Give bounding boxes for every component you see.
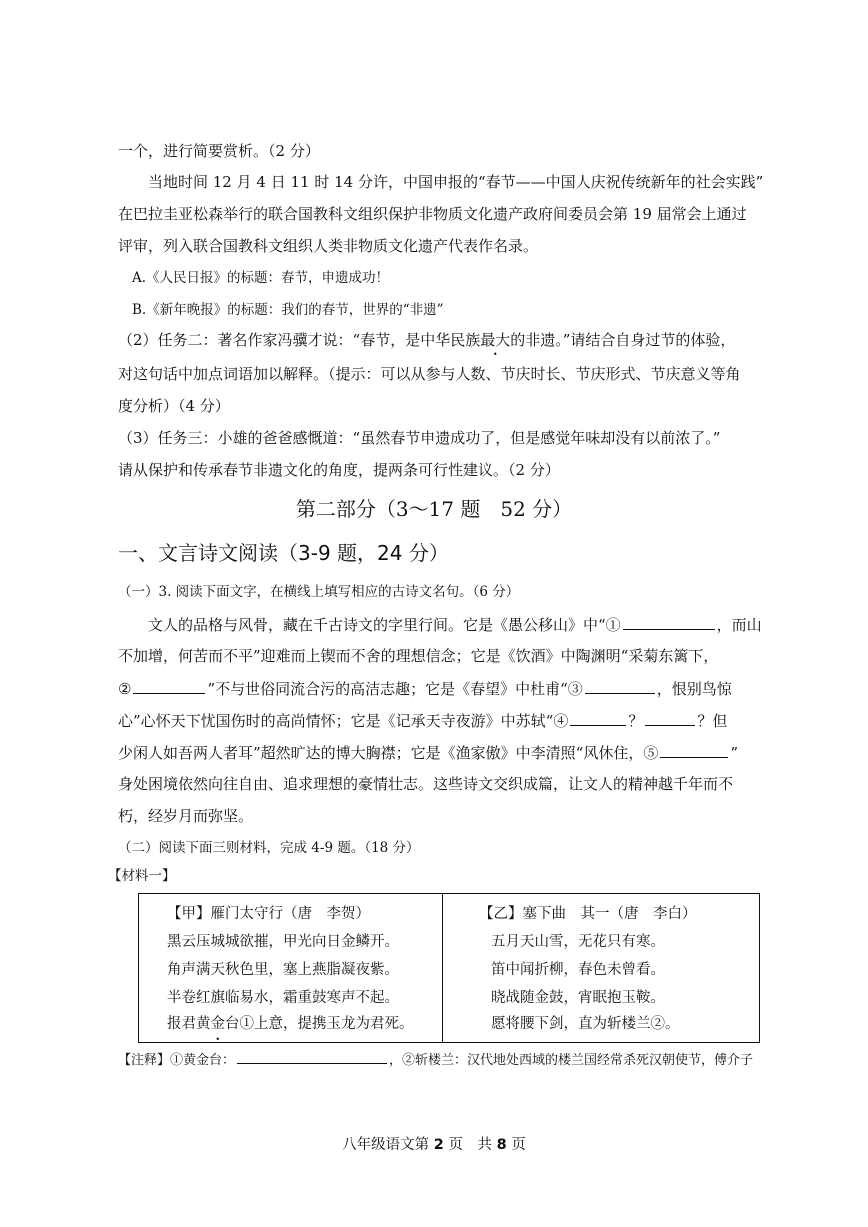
task-two-line [118,330,735,350]
question-4-head: （二）阅读下面三则材料，完成 4-9 题。（18 分） [118,840,420,856]
q3-line [118,678,732,699]
q3-text: ？但 [697,712,728,730]
text-line: 请从保护和传承春节非遗文化的角度，提两条可行性建议。（2 分） [118,461,560,479]
total-pages: 8 [496,1137,507,1153]
poem-line: 晓战随金鼓，宵眠抱玉鞍。 [491,990,665,1006]
q3-line [118,710,727,731]
q3-line: 不加增，何苦而不平”迎难而上锲而不舍的理想信念；它是《饮酒》中陶渊明“采菊东篱下， [118,647,719,665]
answer-blank-3[interactable] [585,678,655,694]
q3-text: 少闲人如吾两人者耳”超然旷达的博大胸襟；它是《渔家傲》中李清照“风休住，⑤ [118,744,659,762]
section-title: 一、文言诗文阅读（3-9 题，24 分） [118,541,449,565]
q3-line [148,614,762,635]
answer-blank-4a[interactable] [570,710,626,726]
q3-line [118,742,738,763]
poem-text: 报君 [167,1016,196,1032]
material-label: 【材料一】 [108,868,176,884]
q3-line: 身处困境依然向往自由、追求理想的豪情壮志。这些诗文交织成篇，让文人的精神越千年而不 [118,775,734,793]
footer-text: 页 [511,1137,526,1153]
footer-text: 页 共 [448,1137,492,1153]
q3-text: 文人的品格与风骨，藏在千古诗文的字里行间。它是《愚公移山》中“① [148,616,621,634]
poem-title: 【乙】塞下曲 其一（唐 李白） [479,906,697,922]
note-label: 【注释】 [118,1053,171,1068]
answer-blank-1[interactable] [623,614,715,630]
question-3-head: （一）3. 阅读下面文字，在横线上填写相应的古诗文名句。（6 分） [118,584,520,600]
poem-line: 半卷红旗临易水，霜重鼓寒声不起。 [167,990,399,1006]
note-text: ，②斩楼兰：汉代地处西域的楼兰国经常杀死汉朝使节，傅介子 [389,1053,754,1068]
text-line: 度分析）（4 分） [118,397,230,415]
option-a: A.《人民日报》的标题：春节，申遗成功！ [132,270,390,286]
task-two-text-a: （2）任务二：著名作家冯骥才说：“春节，是中华民族 [118,331,481,349]
poem-line: 五月天山雪，无花只有寒。 [491,934,665,950]
annotation-line [118,1050,753,1071]
text-line: 在巴拉圭亚松森举行的联合国教科文组织保护非物质文化遗产政府间委员会第 19 届常会上通过 [118,205,747,223]
q3-text: ” [730,744,739,762]
text-line: 评审，列入联合国教科文组织人类非物质文化遗产代表作名录。 [118,237,539,255]
q3-text: ”不与世俗同流合污的高洁志趣；它是《春望》中杜甫“③ [207,680,583,698]
dotted-word: 最大 [480,331,511,349]
text-line: 对这句话中加点词语加以解释。（提示：可以从参与人数、节庆时长、节庆形式、节庆意义等角 [118,365,741,383]
part-title: 第二部分（3～17 题 52 分） [295,497,573,521]
text-line: 一个，进行简要赏析。（2 分） [118,142,320,160]
q3-text: ② [118,680,132,698]
poem-jia [139,894,443,1042]
text-line: （3）任务三：小雄的爸爸感慨道：“虽然春节申遗成功了，但是感觉年味却没有以前浓了。” [118,429,721,447]
q3-text: 心”心怀天下忧国伤时的高尚情怀；它是《记承天寺夜游》中苏轼“④ [118,712,569,730]
page-footer [0,1133,868,1154]
answer-blank-2[interactable] [133,678,205,694]
poem-line [167,1014,414,1034]
q3-text: ，而山 [716,616,762,634]
q3-line: 朽，经岁月而弥坚。 [118,807,254,825]
note-text: ①黄金台： [170,1053,236,1068]
poem-line: 角声满天秋色里，塞上燕脂凝夜紫。 [167,962,399,978]
text-line: 当地时间 12 月 4 日 11 时 14 分许，中国申报的“春节——中国人庆祝传统新年的社会实践” [148,173,764,191]
poem-title: 【甲】雁门太守行（唐 李贺） [167,906,370,922]
poem-text: ①上意，提携玉龙为君死。 [239,1016,414,1032]
task-two-text-b: 的非遗。”请结合自身过节的体验， [510,331,736,349]
answer-blank-note[interactable] [237,1050,387,1064]
option-b: B.《新年晚报》的标题：我们的春节，世界的“非遗” [132,302,444,318]
poem-line: 黑云压城城欲摧，甲光向日金鳞开。 [167,934,399,950]
dotted-word: 黄金台 [196,1016,240,1032]
poem-line: 笛中闻折柳，春色未曾看。 [491,962,665,978]
answer-blank-5[interactable] [660,742,728,758]
q3-text: ，恨别鸟惊 [656,680,732,698]
footer-text: 八年级语文第 [342,1137,430,1153]
poem-table [138,893,760,1043]
page-number: 2 [433,1137,444,1153]
poem-line: 愿将腰下剑，直为斩楼兰②。 [491,1016,680,1032]
q3-text: ？ [628,712,644,730]
poem-yi [443,894,759,1042]
answer-blank-4b[interactable] [645,710,695,726]
